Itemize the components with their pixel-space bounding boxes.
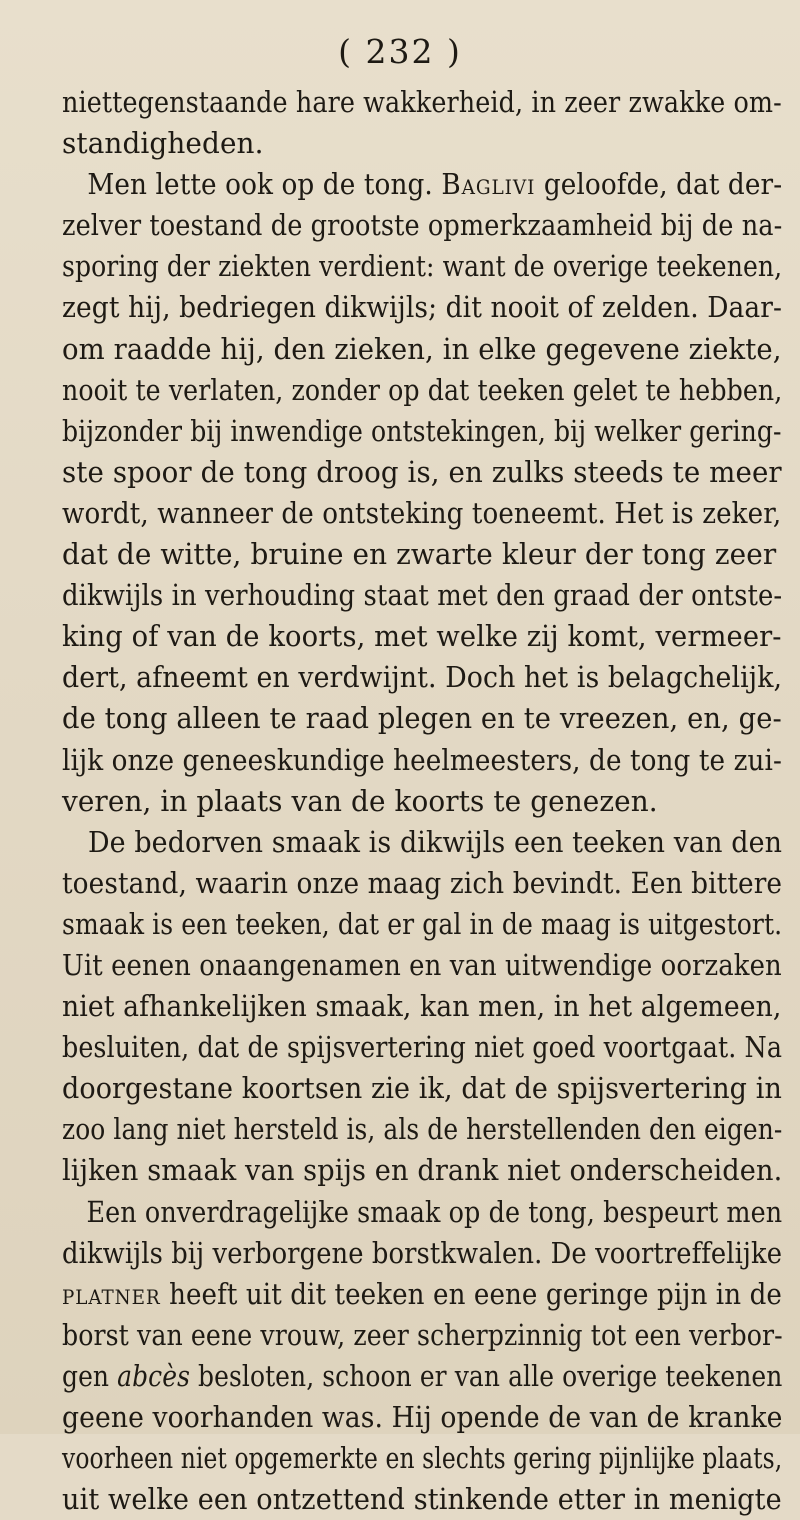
text-line bbox=[62, 1109, 783, 1150]
italic-term: abcès bbox=[117, 1359, 191, 1393]
text-run: dikwijls bij verborgene borstkwalen. De voortreffelijke bbox=[62, 1236, 783, 1270]
text-line bbox=[62, 945, 782, 986]
author-name: Baglivi bbox=[441, 168, 536, 202]
text-line bbox=[62, 1233, 783, 1274]
text-line bbox=[62, 205, 783, 246]
text-line bbox=[62, 246, 783, 287]
text-line bbox=[62, 329, 782, 370]
text-line bbox=[62, 164, 783, 205]
text-line bbox=[62, 904, 783, 945]
text-line bbox=[62, 863, 783, 904]
text-line bbox=[62, 575, 783, 616]
text-line bbox=[62, 822, 783, 863]
text-run: Men lette ook op de tong. bbox=[62, 168, 442, 202]
text-line bbox=[62, 698, 782, 739]
text-run: lijk onze geneeskundige heelmeesters, de tong te zui- bbox=[62, 743, 782, 777]
text-run: bijzonder bij inwendige ontstekingen, bij welker gering- bbox=[62, 414, 782, 448]
text-line bbox=[62, 1192, 783, 1233]
text-line bbox=[62, 986, 782, 1027]
text-run: besloten, schoon er van alle overige teekenen bbox=[190, 1359, 783, 1393]
text-line bbox=[62, 781, 782, 822]
text-line bbox=[62, 1027, 783, 1068]
text-line bbox=[62, 1479, 782, 1520]
text-run: besluiten, dat de spijsvertering niet goed voortgaat. Na bbox=[62, 1031, 783, 1065]
text-line bbox=[62, 370, 783, 411]
text-line bbox=[62, 1397, 783, 1438]
text-line bbox=[62, 411, 782, 452]
page-number: ( 232 ) bbox=[338, 32, 462, 71]
text-run: gen bbox=[62, 1359, 118, 1393]
text-run: standigheden. bbox=[62, 127, 264, 161]
text-line bbox=[62, 493, 782, 534]
text-run: sporing der ziekten verdient: want de overige teekenen, bbox=[62, 250, 783, 284]
text-run: doorgestane koortsen zie ik, dat de spijsvertering in bbox=[62, 1072, 782, 1106]
text-run: smaak is een teeken, dat er gal in de maag is uitgestort. bbox=[62, 907, 783, 941]
text-line bbox=[62, 287, 783, 328]
text-run: ste spoor de tong droog is, en zulks steeds te meer bbox=[62, 455, 782, 489]
text-run: zelver toestand de grootste opmerkzaamheid bij de na- bbox=[62, 209, 783, 243]
text-run: voorheen niet opgemerkte en slechts gering pijnlijke plaats, bbox=[62, 1442, 783, 1476]
author-name: platner bbox=[62, 1277, 161, 1311]
text-run: Een onverdragelijke smaak op de tong, bespeurt men bbox=[62, 1195, 783, 1229]
text-line bbox=[62, 1150, 783, 1191]
text-run: nooit te verlaten, zonder op dat teeken gelet te hebben, bbox=[62, 373, 783, 407]
text-line bbox=[62, 1356, 783, 1397]
text-run: heeft uit dit teeken en eene geringe pijn in de bbox=[160, 1277, 782, 1311]
text-run: niet afhankelijken smaak, kan men, in het algemeen, bbox=[62, 990, 782, 1024]
text-run: uit welke een ontzettend stinkende etter in menigte bbox=[62, 1483, 782, 1517]
text-run: zegt hij, bedriegen dikwijls; dit nooit of zelden. Daar- bbox=[62, 291, 783, 325]
text-line bbox=[62, 616, 782, 657]
text-run: Uit eenen onaangenamen en van uitwendige oorzaken bbox=[62, 948, 782, 982]
text-line bbox=[62, 123, 782, 164]
text-line bbox=[62, 1274, 782, 1315]
text-line bbox=[62, 657, 783, 698]
text-run: De bedorven smaak is dikwijls een teeken van den bbox=[62, 825, 783, 859]
text-run: toestand, waarin onze maag zich bevindt. Een bittere bbox=[62, 866, 783, 900]
text-run: borst van eene vrouw, zeer scherpzinnig tot een verbor- bbox=[62, 1318, 783, 1352]
text-run: de tong alleen te raad plegen en te vreezen, en, ge- bbox=[62, 702, 782, 736]
text-run: geene voorhanden was. Hij opende de van de kranke bbox=[62, 1401, 783, 1434]
text-run: king of van de koorts, met welke zij komt, vermeer- bbox=[62, 620, 782, 654]
text-run: om raadde hij, den zieken, in elke gegevene ziekte, bbox=[62, 332, 782, 366]
body-text bbox=[62, 82, 798, 1520]
text-line bbox=[62, 82, 782, 123]
text-run: niettegenstaande hare wakkerheid, in zeer zwakke om- bbox=[62, 86, 782, 119]
text-run: geloofde, dat der- bbox=[535, 168, 783, 202]
text-run: wordt, wanneer de ontsteking toeneemt. Het is zeker, bbox=[62, 496, 782, 530]
text-line bbox=[62, 534, 782, 575]
text-run: zoo lang niet hersteld is, als de herstellenden den eigen- bbox=[62, 1113, 783, 1147]
text-run: dert, afneemt en verdwijnt. Doch het is belagchelijk, bbox=[62, 661, 783, 695]
text-line bbox=[62, 1068, 782, 1109]
text-run: dat de witte, bruine en zwarte kleur der tong zeer bbox=[62, 538, 777, 572]
text-run: dikwijls in verhouding staat met den graad der ontste- bbox=[62, 579, 783, 613]
text-line bbox=[62, 740, 782, 781]
text-line bbox=[62, 452, 782, 493]
text-line bbox=[62, 1315, 783, 1356]
text-run: lijken smaak van spijs en drank niet onderscheiden. bbox=[62, 1154, 783, 1188]
text-run: veren, in plaats van de koorts te genezen. bbox=[62, 784, 658, 818]
text-line bbox=[62, 1438, 783, 1479]
